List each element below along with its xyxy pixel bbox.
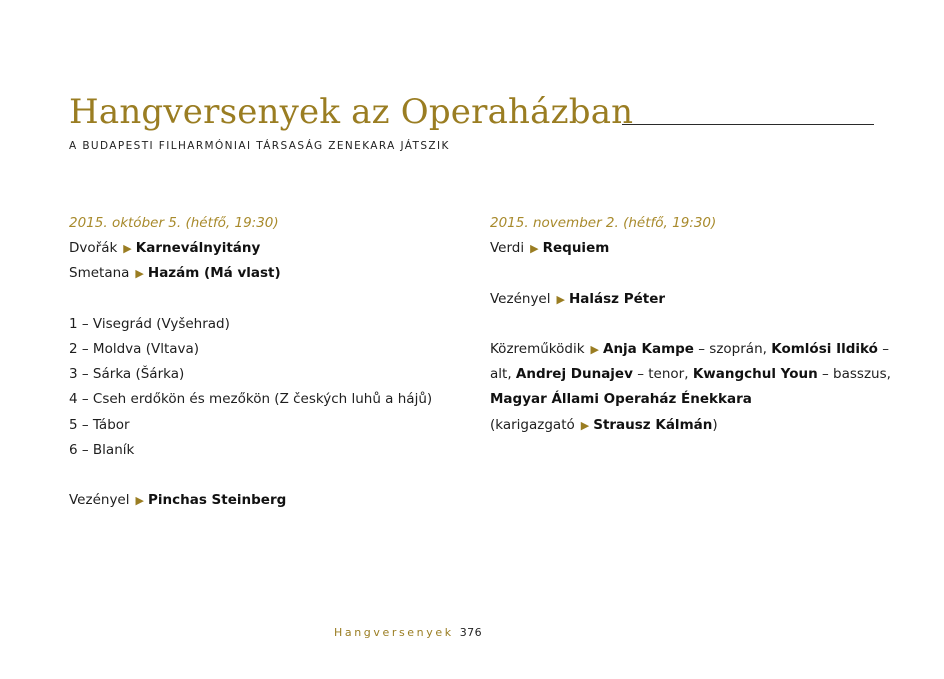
conductor-name: Pinchas Steinberg: [147, 492, 287, 509]
composer: Dvořák: [69, 240, 118, 257]
footer-label: Hangversenyek: [334, 626, 454, 639]
conductor-label: Vezényel: [69, 492, 130, 509]
program-item: [69, 236, 449, 261]
performer-role: – basszus,: [822, 366, 891, 383]
performers-line-2: [490, 362, 890, 387]
triangle-right-icon: ▶: [123, 242, 132, 256]
triangle-right-icon: ▶: [135, 494, 144, 508]
paren-close: ): [712, 416, 718, 433]
performer-role: alt,: [490, 366, 512, 383]
choir-master-label: (karigazgató: [490, 416, 575, 433]
performer-name: Anja Kampe: [603, 340, 694, 357]
program-item: [490, 236, 890, 261]
movement-item: 1 – Visegrád (Vyšehrad): [69, 315, 230, 332]
choir-master-name: Strausz Kálmán: [593, 416, 713, 433]
movement-item: 5 – Tábor: [69, 416, 130, 433]
work-title: Requiem: [542, 240, 610, 257]
role-dash: –: [882, 340, 889, 357]
triangle-right-icon: ▶: [556, 292, 565, 306]
conductor-name: Halász Péter: [568, 290, 666, 307]
performers-label: Közreműködik: [490, 340, 585, 357]
performer-role: – szoprán,: [698, 340, 767, 357]
concert-date: 2015. november 2. (hétfő, 19:30): [490, 215, 717, 231]
composer: Verdi: [490, 240, 525, 257]
movement-item: 4 – Cseh erdőkön és mezőkön (Z českých luhů a hájů): [69, 391, 433, 408]
triangle-right-icon: ▶: [530, 242, 539, 256]
conductor-label: Vezényel: [490, 290, 551, 307]
page-title: Hangversenyek az Operaházban: [69, 92, 634, 132]
performers-line-1: [490, 337, 890, 362]
concert-november: [490, 211, 890, 438]
page-number: 376: [459, 626, 483, 639]
choir-line: [490, 387, 890, 412]
page-footer: [334, 626, 482, 639]
performer-name: Kwangchul Youn: [692, 366, 818, 383]
performer-name: Komlósi Ildikó: [771, 340, 878, 357]
triangle-right-icon: ▶: [580, 418, 590, 432]
conductor-line: [490, 287, 890, 312]
performer-name: Andrej Dunajev: [515, 366, 633, 383]
movement-item: 3 – Sárka (Šárka): [69, 366, 185, 383]
composer: Smetana: [69, 265, 130, 282]
page-subtitle: A BUDAPESTI FILHARMÓNIAI TÁRSASÁG ZENEKARA JÁTSZIK: [69, 140, 450, 152]
triangle-right-icon: ▶: [135, 267, 144, 281]
conductor-line: [69, 488, 449, 513]
triangle-right-icon: ▶: [590, 342, 599, 356]
concert-date: 2015. október 5. (hétfő, 19:30): [69, 215, 279, 231]
performer-role: – tenor,: [637, 366, 689, 383]
work-title: Hazám (Má vlast): [147, 265, 281, 282]
movement-item: 6 – Blaník: [69, 441, 135, 458]
title-rule: [622, 124, 874, 125]
work-title: Karneválnyitány: [135, 240, 261, 257]
concert-october: [69, 211, 449, 513]
choir-master-line: [490, 413, 890, 438]
choir-name: Magyar Állami Operaház Énekkara: [490, 391, 752, 408]
movement-item: 2 – Moldva (Vltava): [69, 340, 200, 357]
program-item: [69, 261, 449, 286]
